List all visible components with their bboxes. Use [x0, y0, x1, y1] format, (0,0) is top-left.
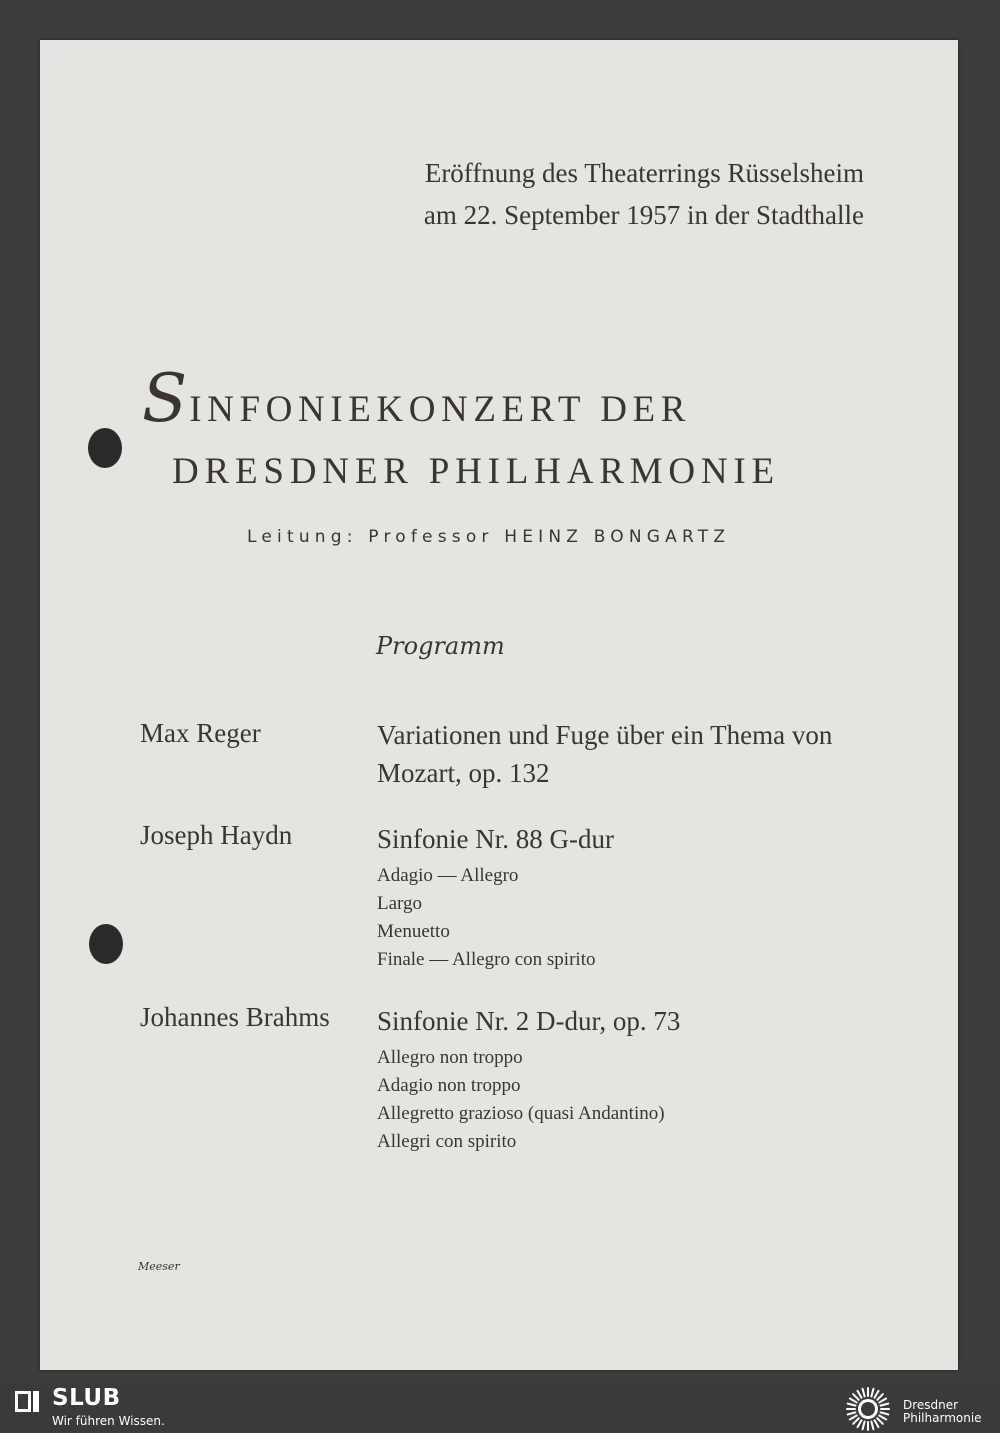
- orchestra-title: DRESDNER PHILHARMONIE: [172, 451, 780, 492]
- conductor-line: Leitung: Professor HEINZ BONGARTZ: [247, 527, 731, 547]
- partner-name: Philharmonie: [903, 1411, 982, 1425]
- slub-tagline: Wir führen Wissen.: [52, 1414, 165, 1428]
- title-initial: S: [142, 360, 188, 437]
- movement: Adagio non troppo: [377, 1075, 521, 1096]
- composer-name: Johannes Brahms: [140, 1002, 330, 1032]
- viewer-footer: [0, 1383, 1000, 1433]
- movement: Largo: [377, 893, 423, 914]
- concert-program-sheet: [40, 40, 958, 1370]
- work-title: Variationen und Fuge über ein Thema von Mozart, op. 132: [377, 720, 833, 788]
- movement: Finale — Allegro con spirito: [377, 949, 596, 970]
- printer-mark: Meeser: [138, 1260, 180, 1273]
- event-line: am 22. September 1957 in der Stadthalle: [423, 200, 864, 230]
- slub-name[interactable]: SLUB: [52, 1385, 121, 1411]
- movement: Allegro non troppo: [377, 1047, 523, 1068]
- movement: Adagio — Allegro: [377, 865, 519, 886]
- work-title: Sinfonie Nr. 2 D-dur, op. 73: [377, 1006, 681, 1036]
- movement-list: [377, 862, 595, 974]
- partner-name: Dresdner: [903, 1398, 959, 1412]
- movement: Allegri con spirito: [377, 1131, 517, 1152]
- slub-book-icon[interactable]: [14, 1388, 40, 1414]
- movement: Menuetto: [377, 921, 450, 942]
- movement-list: [377, 1044, 665, 1156]
- movement: Allegretto grazioso (quasi Andantino): [377, 1103, 665, 1124]
- composer-name: Max Reger: [140, 718, 261, 748]
- event-line: Eröffnung des Theaterrings Rüsselsheim: [424, 158, 864, 188]
- concert-title: [142, 360, 691, 437]
- punch-hole: [88, 428, 122, 468]
- title-line-1: INFONIEKONZERT DER: [189, 389, 692, 430]
- dresdner-philharmonie-sun-icon[interactable]: [842, 1385, 894, 1433]
- composer-name: Joseph Haydn: [140, 820, 293, 850]
- program-heading: Programm: [376, 632, 505, 660]
- punch-hole: [89, 924, 123, 964]
- work-title: Sinfonie Nr. 88 G-dur: [377, 824, 614, 854]
